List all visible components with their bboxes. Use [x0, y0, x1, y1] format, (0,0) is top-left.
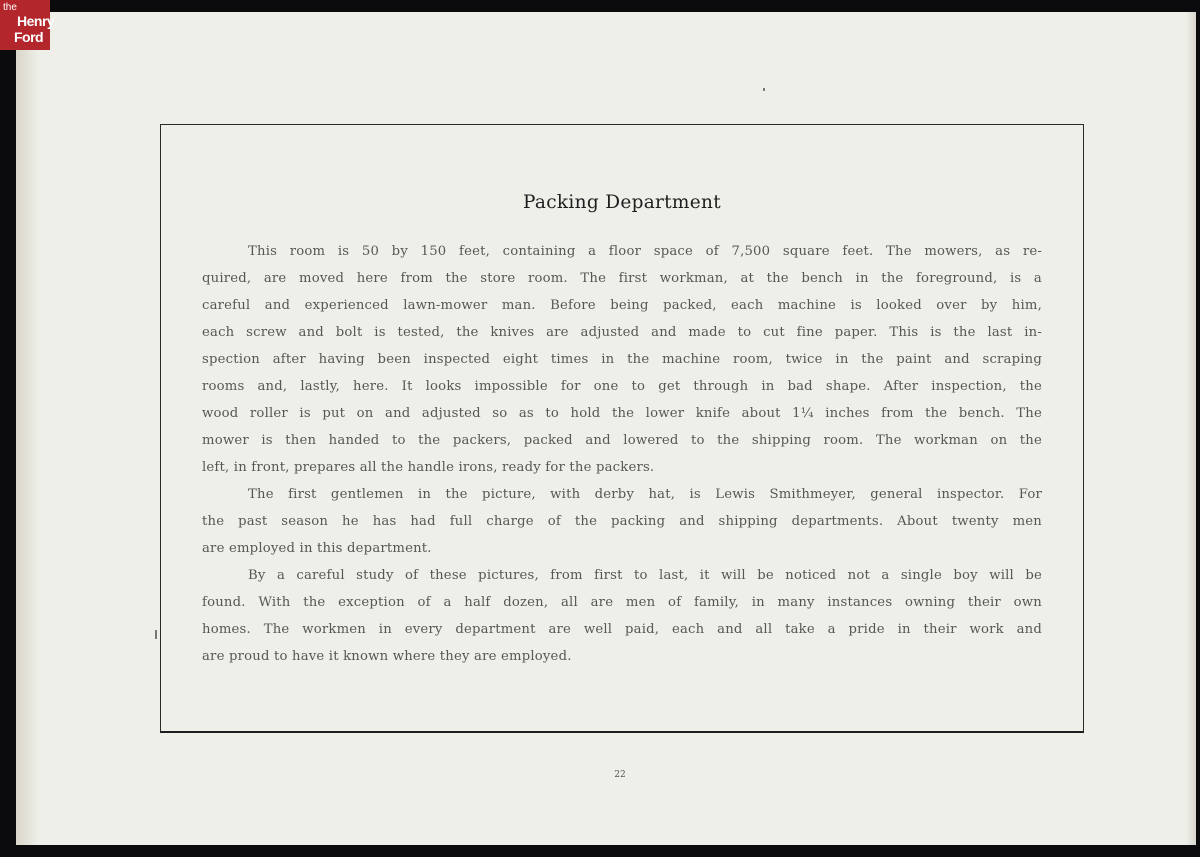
paragraph: [202, 562, 1042, 670]
text-line: found. With the exception of a half dozen, all are men of family, in many instances owning their own: [202, 595, 1042, 610]
page-right-edge: [1186, 12, 1196, 845]
page-number: 22: [614, 770, 626, 780]
text-line: quired, are moved here from the store room. The first workman, at the bench in the foreground, is a: [202, 271, 1042, 286]
text-line: left, in front, prepares all the handle irons, ready for the packers.: [202, 460, 655, 475]
text-line: The first gentlemen in the picture, with derby hat, is Lewis Smithmeyer, general inspector. For: [248, 487, 1042, 502]
text-line: By a careful study of these pictures, from first to last, it will be noticed not a single boy will be: [248, 568, 1042, 583]
paragraph: [202, 481, 1042, 562]
text-line: wood roller is put on and adjusted so as to hold the lower knife about 1¼ inches from the bench. The: [202, 406, 1042, 421]
text-line: rooms and, lastly, here. It looks impossible for one to get through in bad shape. After inspection, the: [202, 379, 1042, 394]
paragraph: [202, 238, 1042, 481]
speck: [763, 88, 765, 91]
text-line: careful and experienced lawn-mower man. Before being packed, each machine is looked over by him,: [202, 298, 1042, 313]
body-text: [202, 238, 1042, 670]
text-line: spection after having been inspected eight times in the machine room, twice in the paint and scraping: [202, 352, 1042, 367]
text-line: This room is 50 by 150 feet, containing a floor space of 7,500 square feet. The mowers, as re-: [248, 244, 1042, 259]
text-line: each screw and bolt is tested, the knives are adjusted and made to cut fine paper. This is the last in-: [202, 325, 1042, 340]
logo-the: the: [3, 2, 17, 13]
text-line: mower is then handed to the packers, packed and lowered to the shipping room. The workman on the: [202, 433, 1042, 448]
text-line: are proud to have it known where they are employed.: [202, 649, 572, 664]
page-binding-edge: [16, 12, 38, 845]
page-title: Packing Department: [523, 192, 721, 213]
text-line: are employed in this department.: [202, 541, 432, 556]
logo-henry: Henry: [17, 13, 55, 29]
text-line: the past season he has had full charge of the packing and shipping departments. About twenty men: [202, 514, 1042, 529]
text-line: homes. The workmen in every department are well paid, each and all take a pride in their work and: [202, 622, 1042, 637]
logo-ford: Ford: [14, 29, 44, 45]
margin-mark: [155, 630, 157, 639]
henry-ford-logo: [0, 0, 55, 50]
